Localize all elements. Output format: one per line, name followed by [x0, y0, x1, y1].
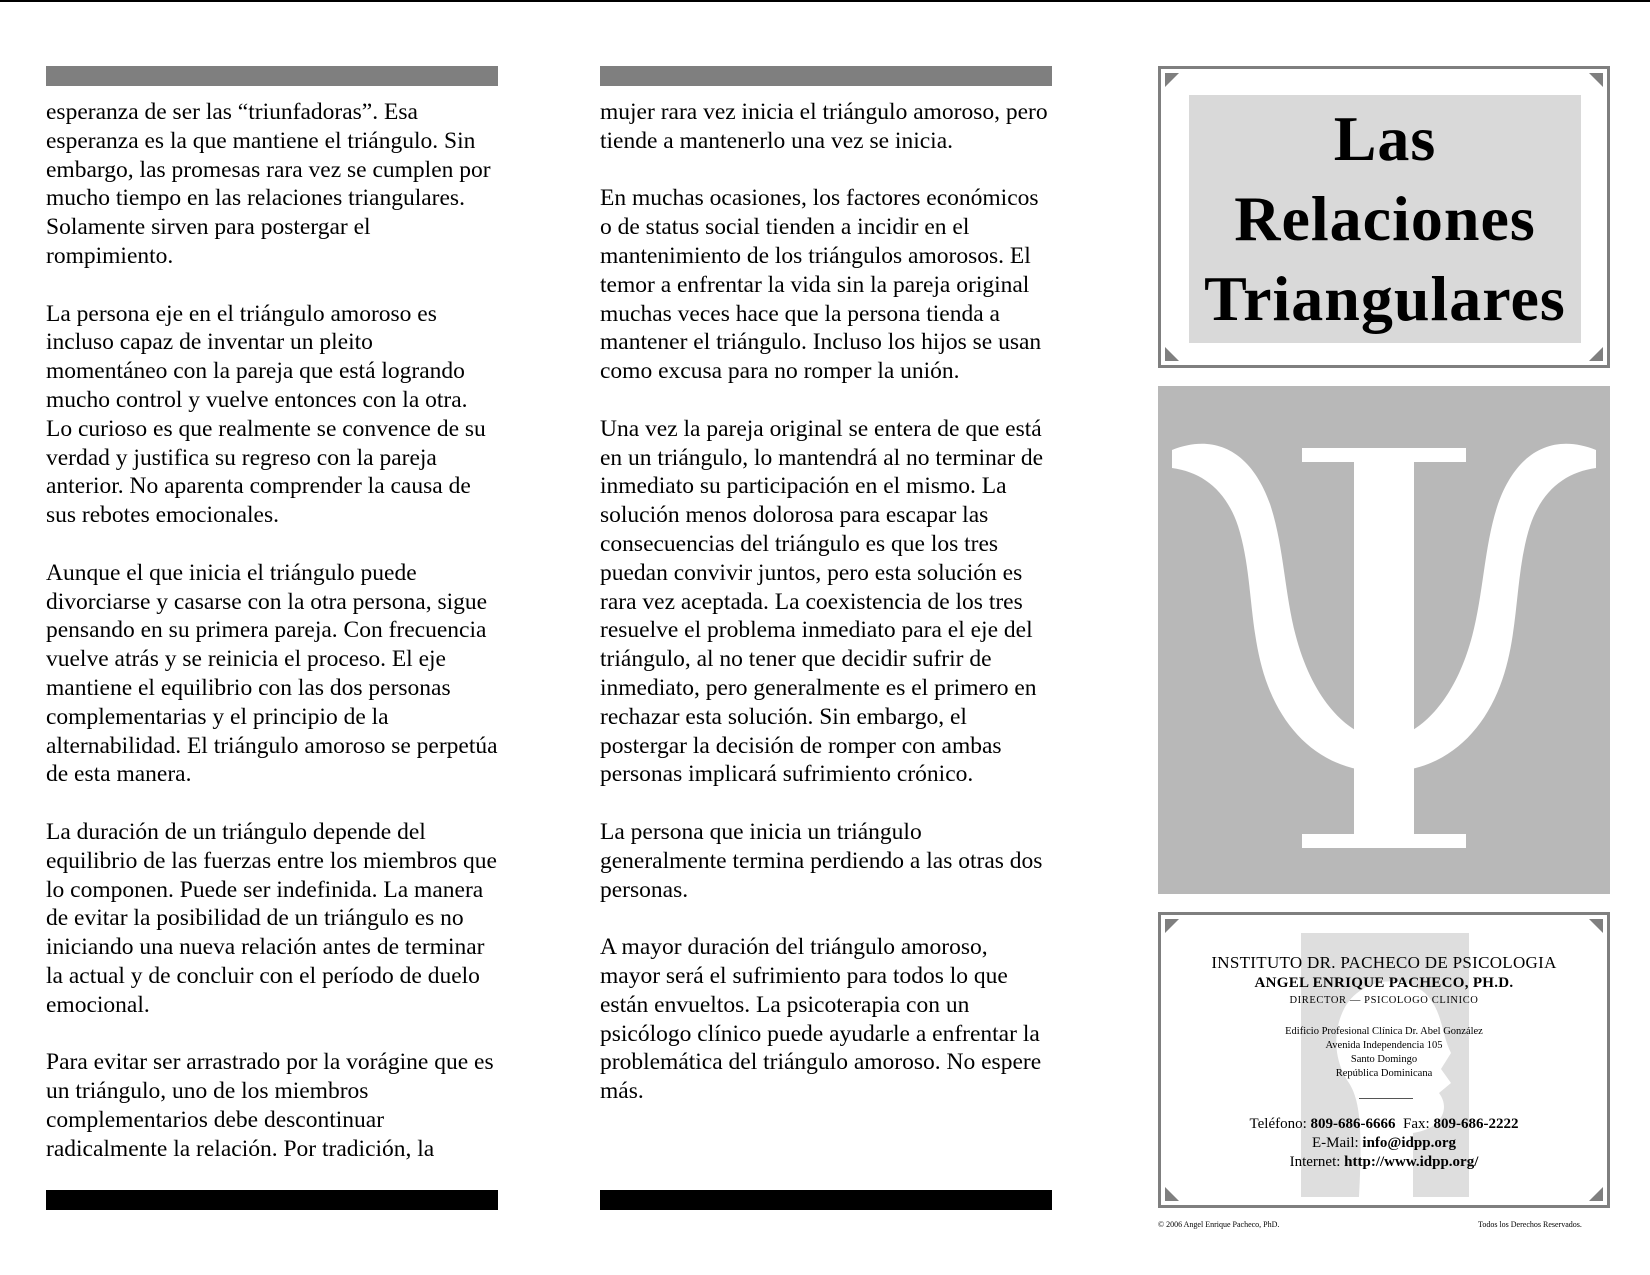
- title-line: Las: [1333, 103, 1437, 174]
- fax-label: Fax:: [1403, 1116, 1430, 1132]
- email-label: E-Mail:: [1312, 1135, 1359, 1151]
- frame-corner: [1165, 347, 1179, 361]
- psi-emblem-panel: [1158, 386, 1610, 894]
- paragraph: La persona eje en el triángulo amoroso es incluso capaz de inventar un pleito momentáneo con la pareja que está logrando mucho control y vuelve entonces con la otra. Lo curioso es que realmente se convence de su verdad y justifica su regreso con la pareja anterior. No aparenta comprender la causa de sus rebotes emocionales.: [46, 300, 486, 529]
- phone-label: Teléfono:: [1249, 1116, 1307, 1132]
- frame-corner: [1165, 73, 1179, 87]
- director-title: DIRECTOR — PSICOLOGO CLINICO: [1289, 995, 1479, 1006]
- column-top-bar: [600, 66, 1052, 86]
- contact-frame: [1158, 912, 1610, 1208]
- cover-title: [1189, 95, 1581, 343]
- separator: [1359, 1098, 1413, 1099]
- contact-details: [1161, 1115, 1607, 1172]
- paragraph: La persona que inicia un triángulo generalmente termina perdiendo a las otras dos personas.: [600, 818, 1043, 903]
- address-line: República Dominicana: [1335, 1068, 1433, 1079]
- column-bottom-bar: [46, 1190, 498, 1210]
- copyright: © 2006 Angel Enrique Pacheco, PhD.: [1158, 1220, 1280, 1229]
- paragraph: A mayor duración del triángulo amoroso, mayor será el sufrimiento para todos lo que están envueltos. La psicoterapia con un psicólogo clínico puede ayudarle a enfrentar la problemática del triángulo amoroso. No espere más.: [600, 934, 1042, 1105]
- left-column-text: [46, 98, 498, 1163]
- internet-row: [1161, 1153, 1607, 1172]
- top-rule: [0, 0, 1650, 2]
- title-frame: [1158, 66, 1610, 368]
- paragraph: La duración de un triángulo depende del equilibrio de las fuerzas entre los miembros que lo componen. Puede ser indefinida. La manera de evitar la posibilidad de un triángulo es no iniciando una nueva relación antes de terminar la actual y de concluir con el período de duelo emocional.: [46, 818, 497, 1018]
- fax-number: 809-686-2222: [1433, 1116, 1519, 1132]
- email-link[interactable]: info@idpp.org: [1362, 1135, 1456, 1151]
- frame-corner: [1589, 347, 1603, 361]
- middle-column-text: [600, 98, 1052, 1106]
- paragraph: Para evitar ser arrastrado por la vorágine que es un triángulo, uno de los miembros complementarios debe descontinuar radicalmente la relación. Por tradición, la: [46, 1049, 494, 1162]
- rights-reserved: Todos los Derechos Reservados.: [1478, 1220, 1582, 1229]
- column-top-bar: [46, 66, 498, 86]
- paragraph: Una vez la pareja original se entera de que está en un triángulo, lo mantendrá al no terminar de inmediato su participación en el mismo. La solución menos dolorosa para escapar las consecuencias del triángulo es que los tres puedan convivir juntos, pero esta solución es rara vez aceptada. La coexistencia de los tres resuelve el problema inmediato para el eje del triángulo, al no tener que decidir sufrir de inmediato, pero generalmente es el primero en rechazar esta solución. Sin embargo, el postergar la decisión de romper con ambas personas implicará sufrimiento crónico.: [600, 415, 1044, 788]
- column-bottom-bar: [600, 1190, 1052, 1210]
- institute-name: INSTITUTO DR. PACHECO DE PSICOLOGIA: [1211, 953, 1557, 972]
- psi-symbol-icon: [1158, 386, 1610, 894]
- address-line: Santo Domingo: [1350, 1054, 1418, 1065]
- phone-row: [1161, 1115, 1607, 1134]
- middle-column: [600, 66, 1052, 1135]
- frame-corner: [1589, 73, 1603, 87]
- title-line: Relaciones: [1234, 183, 1536, 254]
- internet-label: Internet:: [1289, 1154, 1341, 1170]
- director-name: ANGEL ENRIQUE PACHECO, PH.D.: [1254, 975, 1514, 991]
- paragraph: mujer rara vez inicia el triángulo amoroso, pero tiende a mantenerlo una vez se inicia.: [600, 99, 1048, 154]
- address-line: Edificio Profesional Clínica Dr. Abel González: [1285, 1026, 1483, 1037]
- email-row: [1161, 1134, 1607, 1153]
- address-line: Avenida Independencia 105: [1325, 1040, 1443, 1051]
- left-column: [46, 66, 498, 1192]
- website-link[interactable]: http://www.idpp.org/: [1344, 1154, 1479, 1170]
- paragraph: Aunque el que inicia el triángulo puede divorciarse y casarse con la otra persona, sigue pensando en su primera pareja. Con frecuencia vuelve atrás y se reinicia el proceso. El eje mantiene el equilibrio con las dos personas complementarias y el principio de la alternabilidad. El triángulo amoroso se perpetúa de esta manera.: [46, 559, 498, 788]
- paragraph: esperanza de ser las “triunfadoras”. Esa esperanza es la que mantiene el triángulo. Sin embargo, las promesas rara vez se cumplen por mucho tiempo en las relaciones triangulares. Solamente sirven para postergar el rompimiento.: [46, 99, 491, 269]
- phone-number: 809-686-6666: [1310, 1116, 1396, 1132]
- address: [1161, 1025, 1607, 1081]
- paragraph: En muchas ocasiones, los factores económicos o de status social tienden a incidir en el mantenimiento de los triángulos amorosos. El temor a enfrentar la vida sin la pareja original muchas veces hace que la persona tienda a mantener el triángulo. Incluso los hijos se usan como excusa para no romper la unión.: [600, 185, 1042, 385]
- title-line: Triangulares: [1204, 263, 1566, 334]
- contact-info: [1161, 915, 1607, 1205]
